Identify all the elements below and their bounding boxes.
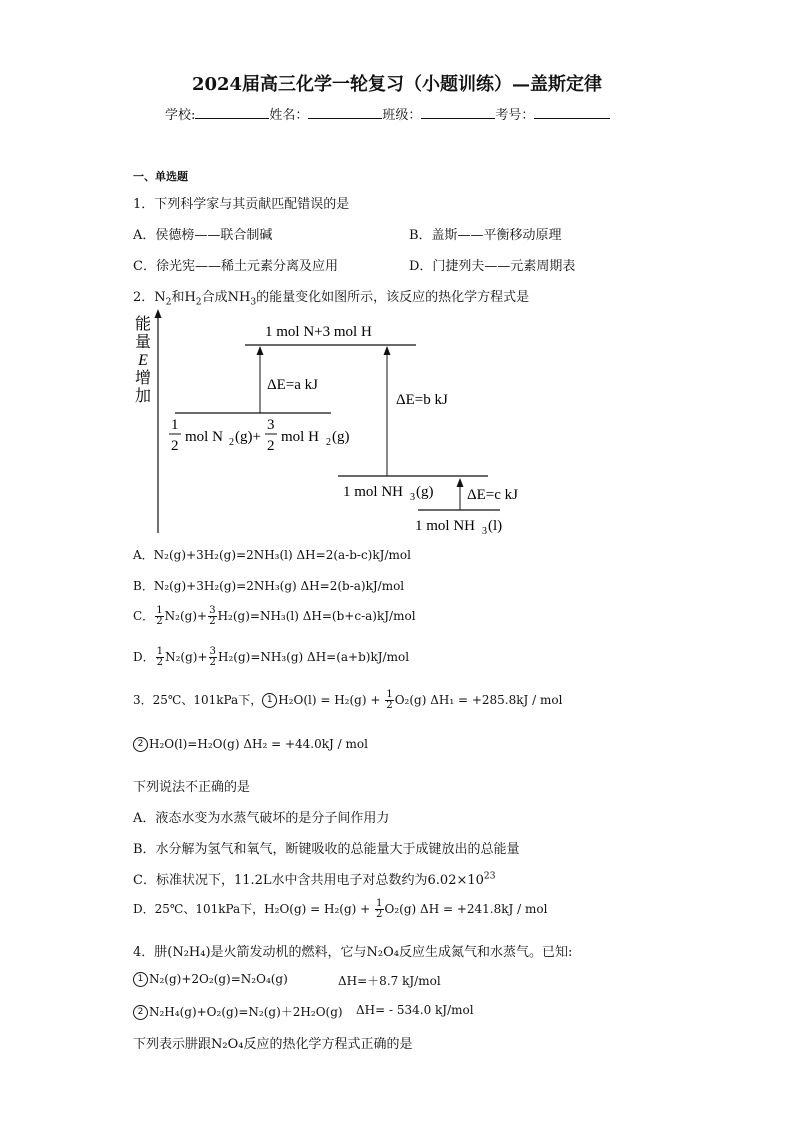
arrow-b-head: [384, 346, 391, 355]
svg-text:3: 3: [267, 417, 275, 433]
q4-equation-2-dh: ΔH= - 534.0 kJ/mol: [356, 1003, 474, 1017]
energy-diagram: [125, 305, 545, 540]
arrow-a-head: [257, 346, 264, 355]
label-de-c: ΔE=c kJ: [467, 487, 519, 503]
label-reactants: [169, 417, 350, 454]
svg-text:1 mol NH: 1 mol NH: [415, 518, 475, 534]
svg-text:增: 增: [134, 370, 152, 387]
q4-stem: 4．肼(N₂H₄)是火箭发动机的燃料，它与N₂O₄反应生成氮气和水蒸气。已知:: [133, 945, 573, 960]
q3-option-c: C．标准状况下，11.2L水中含共用电子对总数约为$6.02\times 10^{23}$: [133, 871, 496, 888]
q2-option-c: C． $\frac{1}{2}$ N₂(g)+ $\frac{3}{2}$ H₂(g)=NH₃(l) ΔH=(b+c-a)kJ/mol: [133, 605, 416, 628]
number-label: 考号：: [495, 108, 535, 123]
q4-equation-1: 1 N₂(g)+2O₂(g)=N₂O₄(g): [133, 972, 288, 987]
name-blank[interactable]: [308, 106, 382, 119]
svg-text:mol H: mol H: [281, 429, 319, 445]
q1-option-d: D．门捷列夫——元素周期表: [409, 259, 576, 274]
svg-text:2: 2: [171, 438, 179, 454]
energy-axis-label: [135, 315, 151, 405]
fraction-half: $\frac{1}{2}$: [376, 898, 383, 921]
q1-option-c: C．徐光宪——稀土元素分离及应用: [133, 259, 338, 274]
section-heading: 一、单选题: [133, 170, 188, 183]
q1-stem: 1．下列科学家与其贡献匹配错误的是: [133, 197, 350, 212]
class-label: 班级：: [382, 108, 422, 123]
svg-text:(g): (g): [332, 429, 350, 445]
circled-number-2: 2: [133, 1005, 148, 1020]
svg-text:(g)+: (g)+: [235, 429, 261, 445]
page-title: 2024届高三化学一轮复习（小题训练）—盖斯定律: [191, 74, 603, 95]
arrow-c-head: [457, 478, 464, 487]
fraction-half: $\frac{1}{2}$: [156, 646, 164, 669]
svg-text:3: 3: [482, 526, 487, 537]
svg-text:(l): (l): [488, 518, 503, 534]
q3-equation-2: 2 H₂O(l)=H₂O(g) ΔH₂ = +44.0kJ / mol: [133, 737, 368, 752]
number-blank[interactable]: [534, 106, 610, 119]
q3-stem: 3．25℃、101kPa下， 1 H₂O(l) = H₂(g) + $\frac{1}{2}$ O₂(g) ΔH₁ = +285.8kJ / mol: [133, 689, 563, 712]
fraction-half: $\frac{1}{2}$: [156, 605, 163, 628]
energy-axis-arrow: [155, 309, 162, 318]
svg-text:2: 2: [326, 437, 331, 448]
svg-text:mol N: mol N: [185, 429, 223, 445]
label-nh3-gas: [343, 484, 434, 503]
svg-text:加: 加: [134, 388, 152, 405]
svg-text:3: 3: [410, 492, 415, 503]
q4-ask: 下列表示肼跟N₂O₄反应的热化学方程式正确的是: [133, 1037, 413, 1052]
q2-option-d: D． $\frac{1}{2}$ N₂(g)+ $\frac{3}{2}$ H₂(g)=NH₃(g) ΔH=(a+b)kJ/mol: [133, 646, 410, 669]
circled-number-1: 1: [262, 693, 277, 708]
svg-text:1 mol NH: 1 mol NH: [343, 484, 403, 500]
q4-equation-2: 2 N₂H₄(g)+O₂(g)=N₂(g)＋2H₂O(g): [133, 1003, 343, 1020]
q4-equation-1-dh: ΔH=＋8.7 kJ/mol: [338, 974, 441, 988]
svg-text:E: E: [138, 352, 148, 369]
label-nh3-liquid: [415, 518, 502, 537]
q2-option-b: B．N₂(g)+3H₂(g)=2NH₃(g) ΔH=2(b-a)kJ/mol: [133, 579, 405, 593]
student-info-line: [165, 104, 610, 123]
circled-number-1: 1: [133, 972, 148, 987]
q1-option-a: A．侯德榜——联合制碱: [133, 228, 273, 243]
fraction-half: $\frac{1}{2}$: [386, 689, 393, 712]
name-label: 姓名：: [269, 108, 309, 123]
q2-option-a: A．N₂(g)+3H₂(g)=2NH₃(l) ΔH=2(a-b-c)kJ/mol: [133, 548, 411, 562]
q3-option-a: A．液态水变为水蒸气破坏的是分子间作用力: [133, 811, 390, 826]
fraction-three-halves: $\frac{3}{2}$: [209, 646, 217, 669]
svg-text:能: 能: [134, 316, 152, 333]
svg-text:量: 量: [134, 334, 152, 351]
q3-ask: 下列说法不正确的是: [133, 780, 251, 795]
fraction-three-halves: $\frac{3}{2}$: [209, 605, 216, 628]
q3-option-b: B．水分解为氢气和氧气，断键吸收的总能量大于成键放出的总能量: [133, 842, 520, 857]
svg-text:2: 2: [229, 437, 234, 448]
label-de-a: ΔE=a kJ: [267, 377, 319, 393]
svg-text:2: 2: [267, 438, 275, 454]
svg-text:(g): (g): [416, 484, 434, 500]
q2-stem: 2．$N_2$和$H_2$合成$NH_3$的能量变化如图所示，该反应的热化学方程式是: [133, 290, 530, 308]
class-blank[interactable]: [421, 106, 495, 119]
label-de-b: ΔE=b kJ: [396, 392, 448, 408]
label-atoms: 1 mol N+3 mol H: [265, 324, 372, 340]
q3-option-d: D．25℃、101kPa下，H₂O(g) = H₂(g) + $\frac{1}{2}$ O₂(g) ΔH = +241.8kJ / mol: [133, 898, 548, 921]
circled-number-2: 2: [133, 737, 148, 752]
school-blank[interactable]: [195, 106, 269, 119]
school-label: 学校:: [165, 108, 196, 123]
svg-text:1: 1: [171, 417, 179, 433]
q1-option-b: B．盖斯——平衡移动原理: [409, 228, 562, 243]
